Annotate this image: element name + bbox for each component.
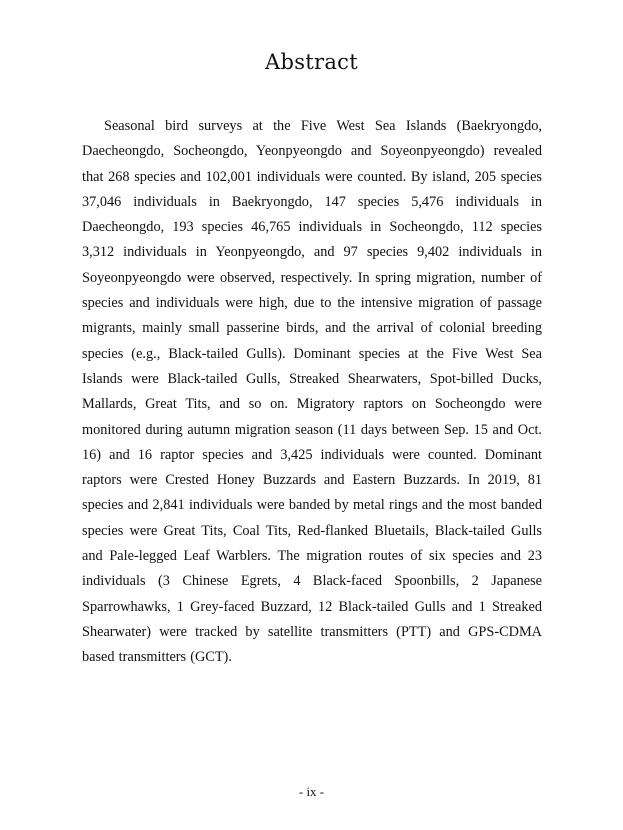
page-title: Abstract [265, 50, 358, 74]
abstract-paragraph: Seasonal bird surveys at the Five West Sea Islands (Baekryongdo, Daecheongdo, Socheongdo, Yeonpyeongdo and Soyeonpyeongdo) revealed that 268 species and 102,001 individuals were counted. By island, 205 species 37,046 individuals in Baekryongdo, 147 species 5,476 individuals in Daecheongdo, 193 species 46,765 individuals in Socheongdo, 112 species 3,312 individuals in Yeonpyeongdo, and 97 species 9,402 individuals in Soyeonpyeongdo were observed, respectively. In spring migration, number of species and individuals were high, due to the intensive migration of passage migrants, mainly small passerine birds, and the arrival of colonial breeding species (e.g., Black-tailed Gulls). Dominant species at the Five West Sea Islands were Black-tailed Gulls, Streaked Shearwaters, Spot-billed Ducks, Mallards, Great Tits, and so on. Migratory raptors on Socheongdo were monitored during autumn migration season (11 days between Sep. 15 and Oct. 16) and 16 raptor species and 3,425 individuals were counted. Dominant raptors were Crested Honey Buzzards and Eastern Buzzards. In 2019, 81 species and 2,841 individuals were banded by metal rings and the most banded species were Great Tits, Coal Tits, Red-flanked Bluetails, Black-tailed Gulls and Pale-legged Leaf Warblers. The migration routes of six species and 23 individuals (3 Chinese Egrets, 4 Black-faced Spoonbills, 2 Japanese Sparrowhawks, 1 Grey-faced Buzzard, 12 Black-tailed Gulls and 1 Streaked Shearwater) were tracked by satellite transmitters (PTT) and GPS-CDMA based transmitters (GCT). [82, 118, 542, 666]
page-number: - ix - [298, 784, 325, 799]
